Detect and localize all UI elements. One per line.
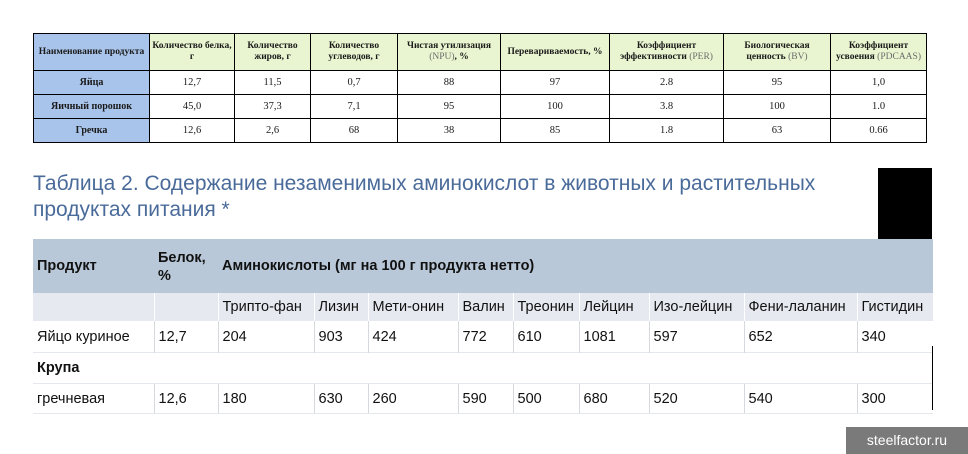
table-cell: 0,7: [311, 71, 398, 95]
amino-name: Треонин: [513, 293, 579, 321]
section-row: [33, 353, 933, 384]
table-cell: 45,0: [150, 95, 235, 119]
empty-cell: [154, 293, 218, 321]
table-cell: 3.8: [610, 95, 724, 119]
table-row: [34, 119, 927, 143]
table-row: [34, 71, 927, 95]
table-cell: 2.8: [610, 71, 724, 95]
header-cell: Перевариваемость, %: [501, 34, 610, 71]
table2-title: Таблица 2. Содержание незаменимых аминокислот в животных и растительных продуктах питания *: [33, 172, 816, 221]
header-cell: Наименование продукта: [34, 34, 150, 71]
table-cell: 204: [218, 321, 314, 353]
product-header: Продукт: [33, 239, 154, 293]
table-cell: 597: [649, 321, 744, 353]
amino-name: Лейцин: [579, 293, 649, 321]
header-cell: Количество углеводов, г: [311, 34, 398, 71]
product-name-cell: Гречка: [34, 119, 150, 143]
table-cell: 1,0: [831, 71, 927, 95]
header-cell: Биологическая ценность (BV): [724, 34, 831, 71]
table-cell: 610: [513, 321, 579, 353]
table-cell: 97: [501, 71, 610, 95]
table-cell: 903: [314, 321, 368, 353]
table-cell: 100: [501, 95, 610, 119]
table-header-row: [34, 34, 927, 71]
table-cell: 68: [311, 119, 398, 143]
table-cell: 540: [744, 384, 857, 414]
table-cell: 590: [458, 384, 513, 414]
amino-name: Лизин: [314, 293, 368, 321]
nutrition-table: [33, 33, 927, 143]
table-header-row: [33, 239, 933, 293]
table-cell: 680: [579, 384, 649, 414]
table-cell: 652: [744, 321, 857, 353]
table-cell: 1.0: [831, 95, 927, 119]
amino-acids-table: [33, 239, 933, 414]
table-row: [33, 321, 933, 353]
table-cell: 260: [368, 384, 458, 414]
table-cell: 630: [314, 384, 368, 414]
abbreviation: (PER): [689, 52, 713, 62]
section-label: Крупа: [33, 353, 933, 384]
amino-name: Изо-лейцин: [649, 293, 744, 321]
table-row: [33, 384, 933, 414]
amino-name: Мети-онин: [368, 293, 458, 321]
table-cell: 2,6: [235, 119, 311, 143]
table-cell: 37,3: [235, 95, 311, 119]
header-cell: Количество жиров, г: [235, 34, 311, 71]
empty-cell: [33, 293, 154, 321]
header-cell: Количество белка, г: [150, 34, 235, 71]
amino-name: Трипто-фан: [218, 293, 314, 321]
table-cell: 1081: [579, 321, 649, 353]
table-right-border: [932, 346, 933, 410]
abbreviation: (NPU): [429, 52, 455, 62]
table-cell: 180: [218, 384, 314, 414]
amino-name: Валин: [458, 293, 513, 321]
black-rectangle: [878, 168, 932, 239]
protein-cell: 12,7: [154, 321, 218, 353]
amino-name: Гистидин: [857, 293, 933, 321]
table-cell: 0.66: [831, 119, 927, 143]
table-cell: 520: [649, 384, 744, 414]
amino-acids-header: Аминокислоты (мг на 100 г продукта нетто): [218, 239, 933, 293]
product-cell: Яйцо куриное: [33, 321, 154, 353]
abbreviation: (PDCAAS): [877, 52, 921, 62]
table-cell: 100: [724, 95, 831, 119]
table-cell: 88: [398, 71, 501, 95]
table-cell: 300: [857, 384, 933, 414]
table-cell: 7,1: [311, 95, 398, 119]
table-row: [34, 95, 927, 119]
product-cell: гречневая: [33, 384, 154, 414]
watermark: steelfactor.ru: [846, 427, 968, 454]
table-cell: 95: [724, 71, 831, 95]
table-cell: 63: [724, 119, 831, 143]
table-cell: 340: [857, 321, 933, 353]
table-cell: 11,5: [235, 71, 311, 95]
amino-names-row: [33, 293, 933, 321]
header-cell: Чистая утилизация (NPU), %: [398, 34, 501, 71]
protein-header: Белок, %: [154, 239, 218, 293]
abbreviation: (BV): [788, 52, 808, 62]
table-cell: 500: [513, 384, 579, 414]
product-name-cell: Яйца: [34, 71, 150, 95]
table-cell: 424: [368, 321, 458, 353]
table-cell: 12,7: [150, 71, 235, 95]
table-cell: 12,6: [150, 119, 235, 143]
table-cell: 95: [398, 95, 501, 119]
header-cell: Коэффициент усвоения (PDCAAS): [831, 34, 927, 71]
product-name-cell: Яичный порошок: [34, 95, 150, 119]
amino-name: Фени-лаланин: [744, 293, 857, 321]
header-cell: Коэффициент эффективности (PER): [610, 34, 724, 71]
table-cell: 38: [398, 119, 501, 143]
protein-cell: 12,6: [154, 384, 218, 414]
table-cell: 85: [501, 119, 610, 143]
table-cell: 1.8: [610, 119, 724, 143]
table-cell: 772: [458, 321, 513, 353]
